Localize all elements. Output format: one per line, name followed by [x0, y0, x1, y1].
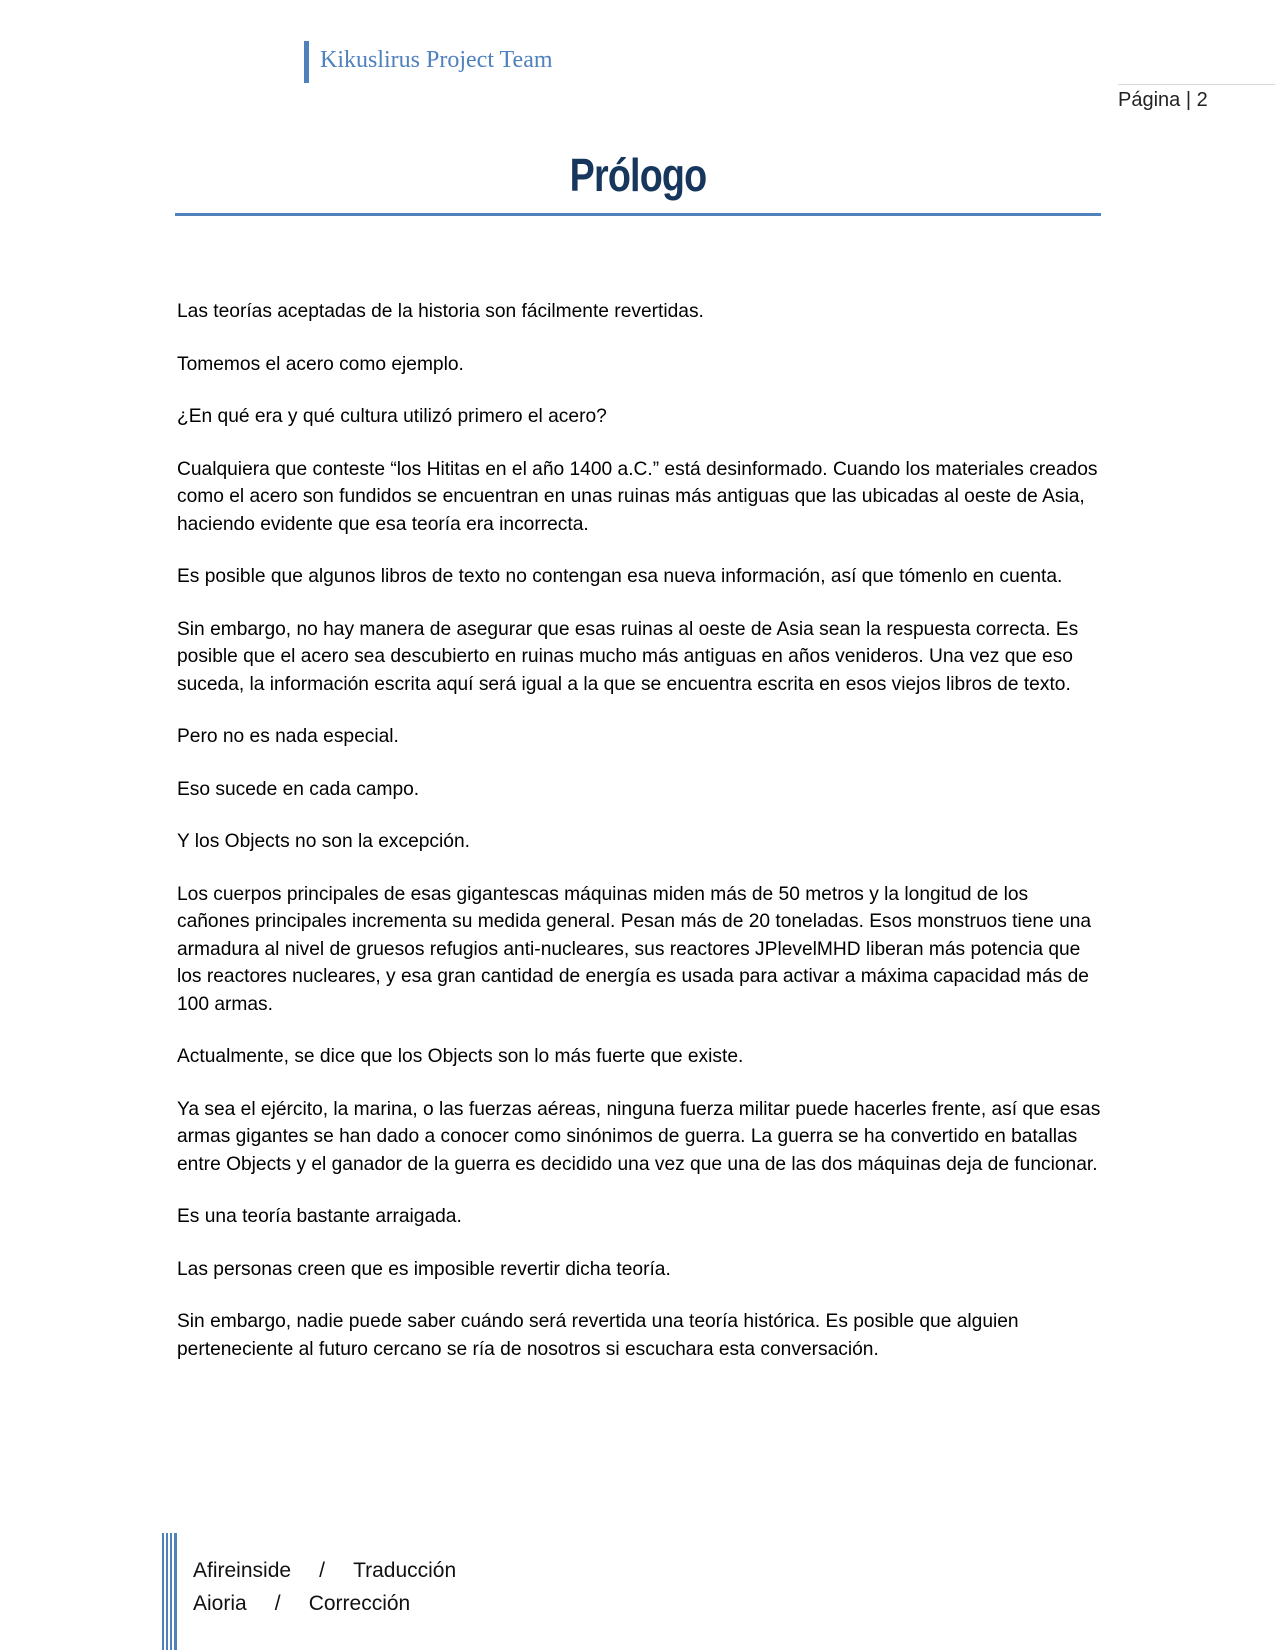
header-team-name: Kikuslirus Project Team	[320, 47, 553, 73]
credit-row-correction	[193, 1587, 456, 1620]
paragraph: Sin embargo, nadie puede saber cuándo será revertida una teoría histórica. Es posible que alguien perteneciente al futuro cercano se ría de nosotros si escuchara esta conversación.	[177, 1311, 1019, 1360]
paragraph: Las personas creen que es imposible revertir dicha teoría.	[177, 1258, 671, 1280]
page-number-rule	[1118, 84, 1275, 85]
credit-name: Afireinside	[193, 1559, 292, 1582]
credit-separator: /	[319, 1559, 325, 1582]
paragraph: Eso sucede en cada campo.	[177, 778, 420, 800]
header-accent-bar	[304, 41, 309, 83]
footer-credits	[193, 1554, 456, 1620]
paragraph: Ya sea el ejército, la marina, o las fuerzas aéreas, ninguna fuerza militar puede hacerles frente, así que esas armas gigantes se han dado a conocer como sinónimos de guerra. La guerra se ha convertido en batallas entre Objects y el ganador de la guerra es decidido una vez que una de las dos máquinas deja de funcionar.	[177, 1098, 1101, 1175]
chapter-body	[177, 298, 1101, 1388]
paragraph: ¿En qué era y qué cultura utilizó primero el acero?	[177, 406, 607, 427]
footer-accent-bars	[162, 1533, 178, 1650]
chapter-title: Prólogo	[569, 149, 707, 201]
title-underline	[175, 213, 1101, 216]
paragraph: Tomemos el acero como ejemplo.	[177, 353, 464, 375]
paragraph: Es posible que algunos libros de texto no contengan esa nueva información, así que tómenlo en cuenta.	[177, 566, 1063, 587]
paragraph: Sin embargo, no hay manera de asegurar que esas ruinas al oeste de Asia sean la respuesta correcta. Es posible que el acero sea descubierto en ruinas mucho más antiguas en años venideros. Una vez que eso suceda, la información escrita aquí será igual a la que se encuentra escrita en esos viejos libros de texto.	[177, 618, 1079, 695]
credit-role: Corrección	[308, 1592, 411, 1615]
credit-name: Aioria	[193, 1592, 247, 1615]
page-number: Página | 2	[1118, 89, 1208, 111]
paragraph: Las teorías aceptadas de la historia son fácilmente revertidas.	[177, 301, 704, 322]
paragraph: Actualmente, se dice que los Objects son lo más fuerte que existe.	[177, 1046, 744, 1067]
credit-role: Traducción	[353, 1559, 457, 1582]
paragraph: Y los Objects no son la excepción.	[177, 831, 470, 852]
credit-separator: /	[274, 1592, 281, 1615]
credit-row-translation	[193, 1554, 456, 1587]
paragraph: Pero no es nada especial.	[177, 726, 399, 747]
paragraph: Cualquiera que conteste “los Hititas en el año 1400 a.C.” está desinformado. Cuando los materiales creados como el acero son fundidos se encuentran en unas ruinas más antiguas que las ubicadas al oeste de Asia, haciendo evidente que esa teoría era incorrecta.	[177, 458, 1098, 535]
paragraph: Los cuerpos principales de esas gigantescas máquinas miden más de 50 metros y la longitud de los cañones principales incrementa su medida general. Pesan más de 20 toneladas. Esos monstruos tiene una armadura al nivel de gruesos refugios anti-nucleares, sus reactores JPlevelMHD liberan más potencia que los reactores nucleares, y esa gran cantidad de energía es usada para activar a máxima capacidad más de 100 armas.	[177, 883, 1092, 1015]
paragraph: Es una teoría bastante arraigada.	[177, 1206, 462, 1227]
